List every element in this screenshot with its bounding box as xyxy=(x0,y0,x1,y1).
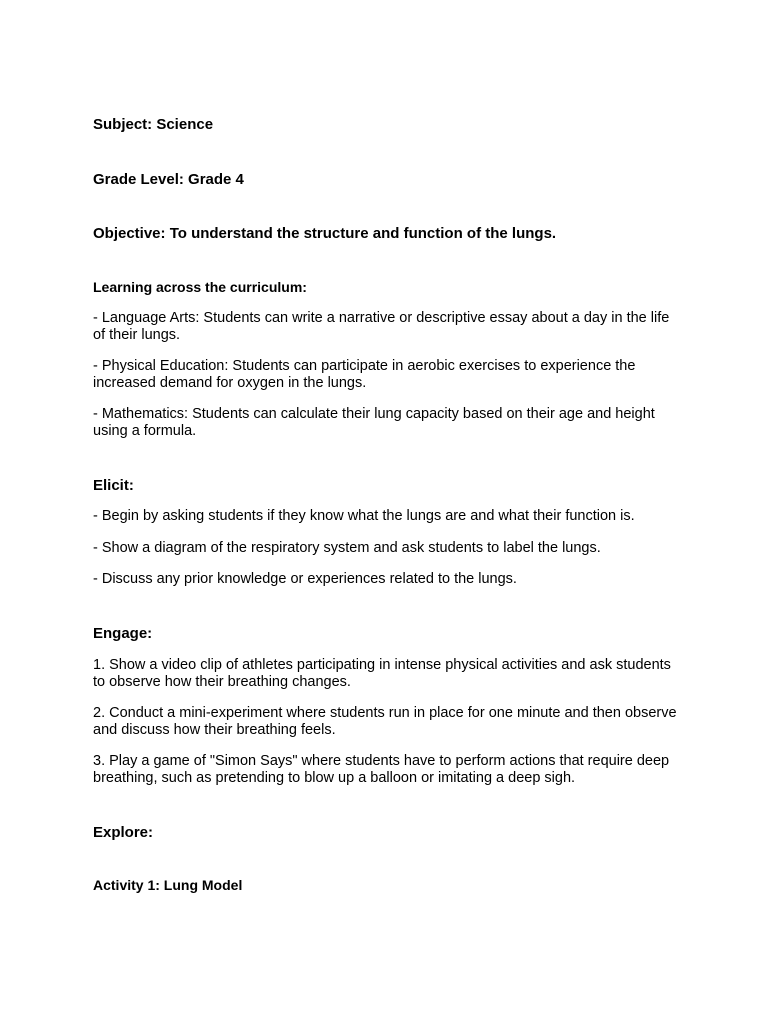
explore-heading: Explore: xyxy=(93,824,154,841)
elicit-heading: Elicit: xyxy=(93,477,134,494)
elicit-item: - Show a diagram of the respiratory system and ask students to label the lungs. xyxy=(93,540,601,556)
elicit-item: - Discuss any prior knowledge or experiences related to the lungs. xyxy=(93,571,517,587)
curriculum-heading: Learning across the curriculum: xyxy=(93,279,307,295)
elicit-item: - Begin by asking students if they know what the lungs are and what their function is. xyxy=(93,508,635,524)
subject-line: Subject: Science xyxy=(93,116,214,133)
engage-item: 2. Conduct a mini-experiment where students run in place for one minute and then observe and discuss how their breathing feels. xyxy=(93,705,677,738)
curriculum-item: - Mathematics: Students can calculate their lung capacity based on their age and height using a formula. xyxy=(93,406,655,439)
engage-item: 3. Play a game of "Simon Says" where students have to perform actions that require deep breathing, such as pretending to blow up a balloon or imitating a deep sigh. xyxy=(93,753,670,786)
curriculum-item: - Physical Education: Students can participate in aerobic exercises to experience the increased demand for oxygen in the lungs. xyxy=(93,358,636,391)
engage-heading: Engage: xyxy=(93,625,153,642)
curriculum-item: - Language Arts: Students can write a narrative or descriptive essay about a day in the life of their lungs. xyxy=(93,310,670,343)
engage-item: 1. Show a video clip of athletes participating in intense physical activities and ask students to observe how their breathing changes. xyxy=(93,657,671,690)
grade-level-line: Grade Level: Grade 4 xyxy=(93,171,244,188)
activity-heading: Activity 1: Lung Model xyxy=(93,877,243,893)
objective-line: Objective: To understand the structure and function of the lungs. xyxy=(93,225,557,242)
